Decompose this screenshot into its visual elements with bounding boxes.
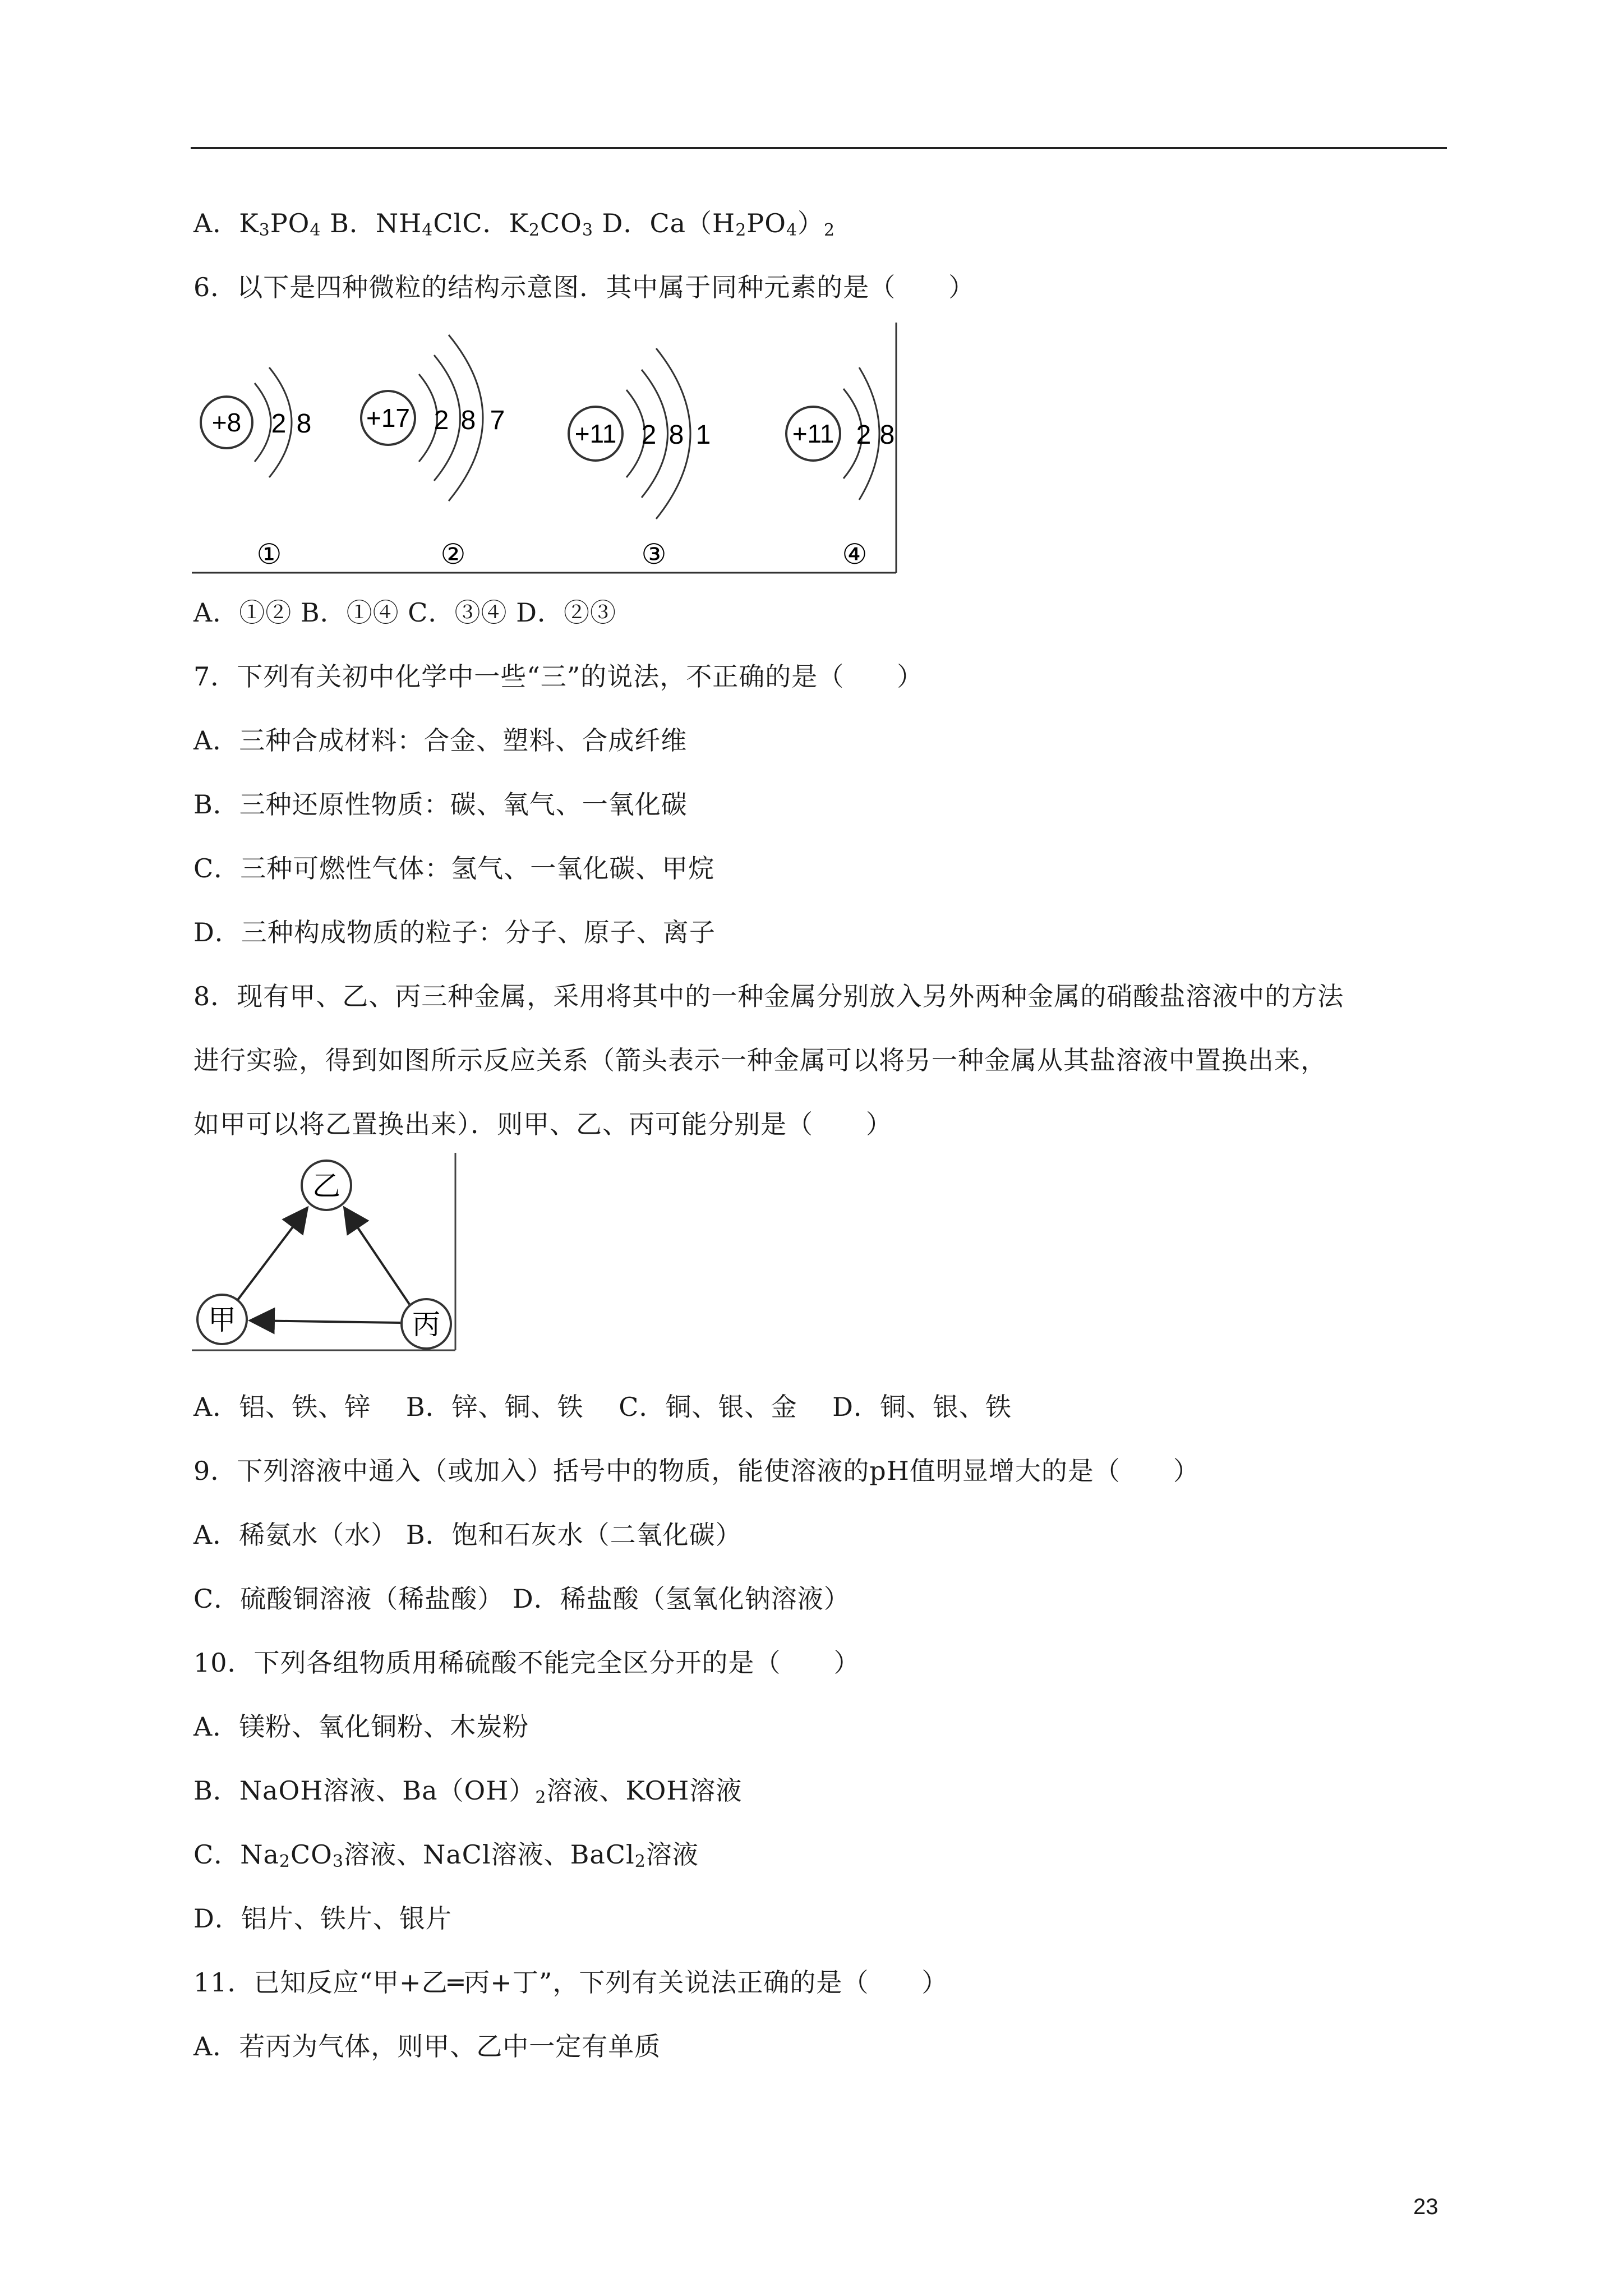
electron-shell	[255, 383, 271, 462]
q11-option-a: A．若丙为气体，则甲、乙中一定有单质	[193, 2031, 661, 2062]
shell-electrons: 8	[879, 420, 895, 450]
q8-options: A．铝、铁、锌 B．锌、铜、铁 C．铜、银、金 D．铜、银、铁	[193, 1392, 1012, 1422]
particle-label: ④	[842, 539, 868, 570]
q9-options-ab: A．稀氨水（水） B．饱和石灰水（二氧化碳）	[193, 1520, 742, 1550]
q8-stem-line-2: 进行实验，得到如图所示反应关系（箭头表示一种金属可以将另一种金属从其盐溶液中置换出来，	[193, 1045, 1327, 1075]
node-label: 丙	[412, 1309, 440, 1340]
arrow-bing-to-yi	[344, 1208, 409, 1304]
particle-3	[569, 348, 711, 570]
nucleus-charge: +17	[366, 403, 411, 432]
particle-1	[201, 367, 311, 570]
q7-option-c: C．三种可燃性气体：氢气、一氧化碳、甲烷	[193, 853, 715, 884]
q10-option-d: D．铝片、铁片、银片	[193, 1903, 452, 1934]
shell-electrons: 8	[296, 409, 312, 439]
shell-electrons: 2	[271, 409, 287, 439]
node-label: 乙	[312, 1170, 340, 1202]
nucleus-charge: +11	[574, 419, 617, 448]
q8-stem-line-3: 如甲可以将乙置换出来）．则甲、乙、丙可能分别是（ ）	[193, 1109, 892, 1139]
shell-electrons: 1	[695, 420, 711, 450]
atomic-structure-figure	[192, 323, 904, 574]
q10-option-b: B．NaOH溶液、$Ba(OH)_2$溶液、KOH溶液	[193, 1775, 743, 1807]
q6-options: A．①② B．①④ C．③④ D．②③	[193, 597, 616, 628]
shell-electrons: 2	[434, 406, 449, 435]
q10-option-c: C．$Na_2CO_3$溶液、NaCl溶液、BaCl$_2$溶液	[193, 1839, 699, 1871]
q10-stem: 10．下列各组物质用稀硫酸不能完全区分开的是（ ）	[193, 1648, 860, 1678]
particle-label: ②	[440, 539, 466, 570]
shell-electrons: 8	[460, 406, 476, 435]
node-jia	[197, 1295, 247, 1344]
particle-4	[786, 367, 895, 570]
node-bing	[402, 1299, 451, 1349]
page-number: 23	[1413, 2194, 1438, 2219]
q8-stem-line-1: 8．现有甲、乙、丙三种金属，采用将其中的一种金属分别放入另外两种金属的硝酸盐溶液中的方法	[193, 981, 1344, 1011]
q6-stem: 6．以下是四种微粒的结构示意图．其中属于同种元素的是（ ）	[193, 272, 975, 302]
metal-reaction-diagram	[192, 1153, 461, 1360]
q9-stem: 9．下列溶液中通入（或加入）括号中的物质，能使溶液的pH值明显增大的是（ ）	[193, 1456, 1200, 1486]
nucleus-charge: +11	[792, 419, 834, 448]
q9-options-cd: C．硫酸铜溶液（稀盐酸） D．稀盐酸（氢氧化钠溶液）	[193, 1584, 850, 1614]
shell-electrons: 8	[668, 420, 684, 450]
particle-label: ①	[256, 539, 282, 570]
q7-option-a: A．三种合成材料：合金、塑料、合成纤维	[193, 725, 688, 756]
header-rule	[191, 147, 1447, 149]
q7-stem: 7．下列有关初中化学中一些“三”的说法，不正确的是（ ）	[193, 661, 924, 692]
q5-options: A．$K_3PO_4$ B．$NH_4ClC$．$K_2CO_3$ D．$Ca(H_2PO_4)_2$	[193, 208, 836, 240]
nucleus-charge: +8	[211, 408, 242, 437]
arrow-bing-to-jia	[250, 1320, 400, 1323]
q7-option-b: B．三种还原性物质：碳、氧气、一氧化碳	[193, 789, 688, 820]
shell-electrons: 7	[490, 406, 505, 435]
node-yi	[302, 1161, 351, 1210]
particle-label: ③	[641, 539, 667, 570]
q10-option-a: A．镁粉、氧化铜粉、木炭粉	[193, 1711, 529, 1742]
node-label: 甲	[208, 1304, 236, 1336]
arrow-jia-to-yi	[238, 1208, 307, 1300]
shell-electrons: 2	[856, 420, 872, 450]
shell-electrons: 2	[641, 420, 657, 450]
q11-stem: 11．已知反应“甲+乙═丙+丁”，下列有关说法正确的是（ ）	[193, 1967, 948, 1998]
particle-2	[361, 335, 505, 570]
q7-option-d: D．三种构成物质的粒子：分子、原子、离子	[193, 917, 716, 947]
